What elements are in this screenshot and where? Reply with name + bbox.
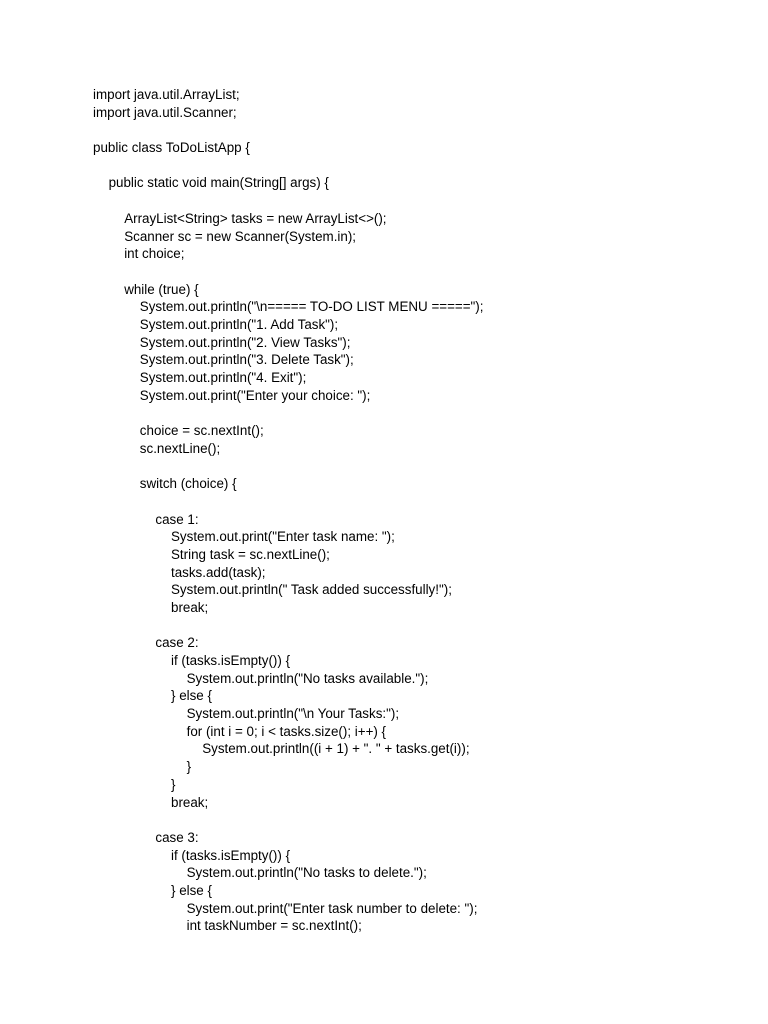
code-line: case 2: bbox=[155, 635, 199, 651]
code-line: System.out.println("2. View Tasks"); bbox=[139, 334, 351, 350]
code-line: int choice; bbox=[124, 246, 185, 262]
blank-line bbox=[93, 811, 733, 829]
blank-line bbox=[93, 121, 733, 139]
code-line: public class ToDoListApp { bbox=[93, 140, 250, 156]
code-line: System.out.println("No tasks to delete."); bbox=[186, 865, 427, 881]
code-line: Scanner sc = new Scanner(System.in); bbox=[124, 228, 357, 244]
code-line: case 3: bbox=[155, 829, 199, 845]
code-line: break; bbox=[171, 794, 209, 810]
code-line: System.out.println("4. Exit"); bbox=[139, 370, 307, 385]
code-line: switch (choice) { bbox=[139, 476, 237, 492]
code-line: break; bbox=[171, 599, 209, 615]
blank-line bbox=[93, 617, 733, 635]
code-line: if (tasks.isEmpty()) { bbox=[171, 847, 291, 863]
code-line: System.out.println("3. Delete Task"); bbox=[139, 352, 354, 368]
code-line: System.out.println("1. Add Task"); bbox=[139, 316, 339, 332]
code-line: System.out.println("\n Your Tasks:"); bbox=[186, 706, 400, 722]
blank-line bbox=[93, 404, 733, 422]
code-line: System.out.println((i + 1) + ". " + tasks.get(i)); bbox=[202, 741, 470, 757]
code-line: for (int i = 0; i < tasks.size(); i++) { bbox=[186, 723, 387, 739]
code-line: import java.util.Scanner; bbox=[93, 104, 237, 120]
code-line: System.out.println(" Task added successfully!"); bbox=[171, 582, 452, 598]
blank-line bbox=[93, 157, 733, 175]
code-line: import java.util.ArrayList; bbox=[93, 87, 240, 102]
code-line: String task = sc.nextLine(); bbox=[171, 546, 330, 562]
code-line: sc.nextLine(); bbox=[139, 440, 221, 456]
code-line: ArrayList<String> tasks = new ArrayList<>(); bbox=[124, 210, 387, 226]
code-line: System.out.print("Enter task number to delete: "); bbox=[186, 900, 478, 916]
code-block bbox=[93, 86, 733, 935]
code-line: while (true) { bbox=[124, 281, 199, 297]
code-line: } else { bbox=[171, 688, 212, 704]
blank-line bbox=[93, 457, 733, 475]
blank-line bbox=[93, 192, 733, 210]
code-line: if (tasks.isEmpty()) { bbox=[171, 653, 291, 668]
code-line: System.out.println("\n===== TO-DO LIST MENU ====="); bbox=[139, 299, 484, 315]
code-line: System.out.println("No tasks available."); bbox=[186, 670, 429, 686]
blank-line bbox=[93, 263, 733, 281]
code-line: choice = sc.nextInt(); bbox=[139, 423, 264, 439]
code-line: public static void main(String[] args) { bbox=[108, 175, 329, 191]
code-line: int taskNumber = sc.nextInt(); bbox=[186, 918, 362, 934]
code-line: case 1: bbox=[155, 511, 199, 527]
code-line: } bbox=[171, 776, 176, 792]
code-line: System.out.print("Enter task name: "); bbox=[171, 529, 395, 545]
code-line: } else { bbox=[171, 882, 212, 898]
code-line: } bbox=[186, 759, 192, 775]
code-line: tasks.add(task); bbox=[171, 564, 266, 580]
code-line: System.out.print("Enter your choice: "); bbox=[139, 387, 371, 403]
blank-line bbox=[93, 493, 733, 511]
